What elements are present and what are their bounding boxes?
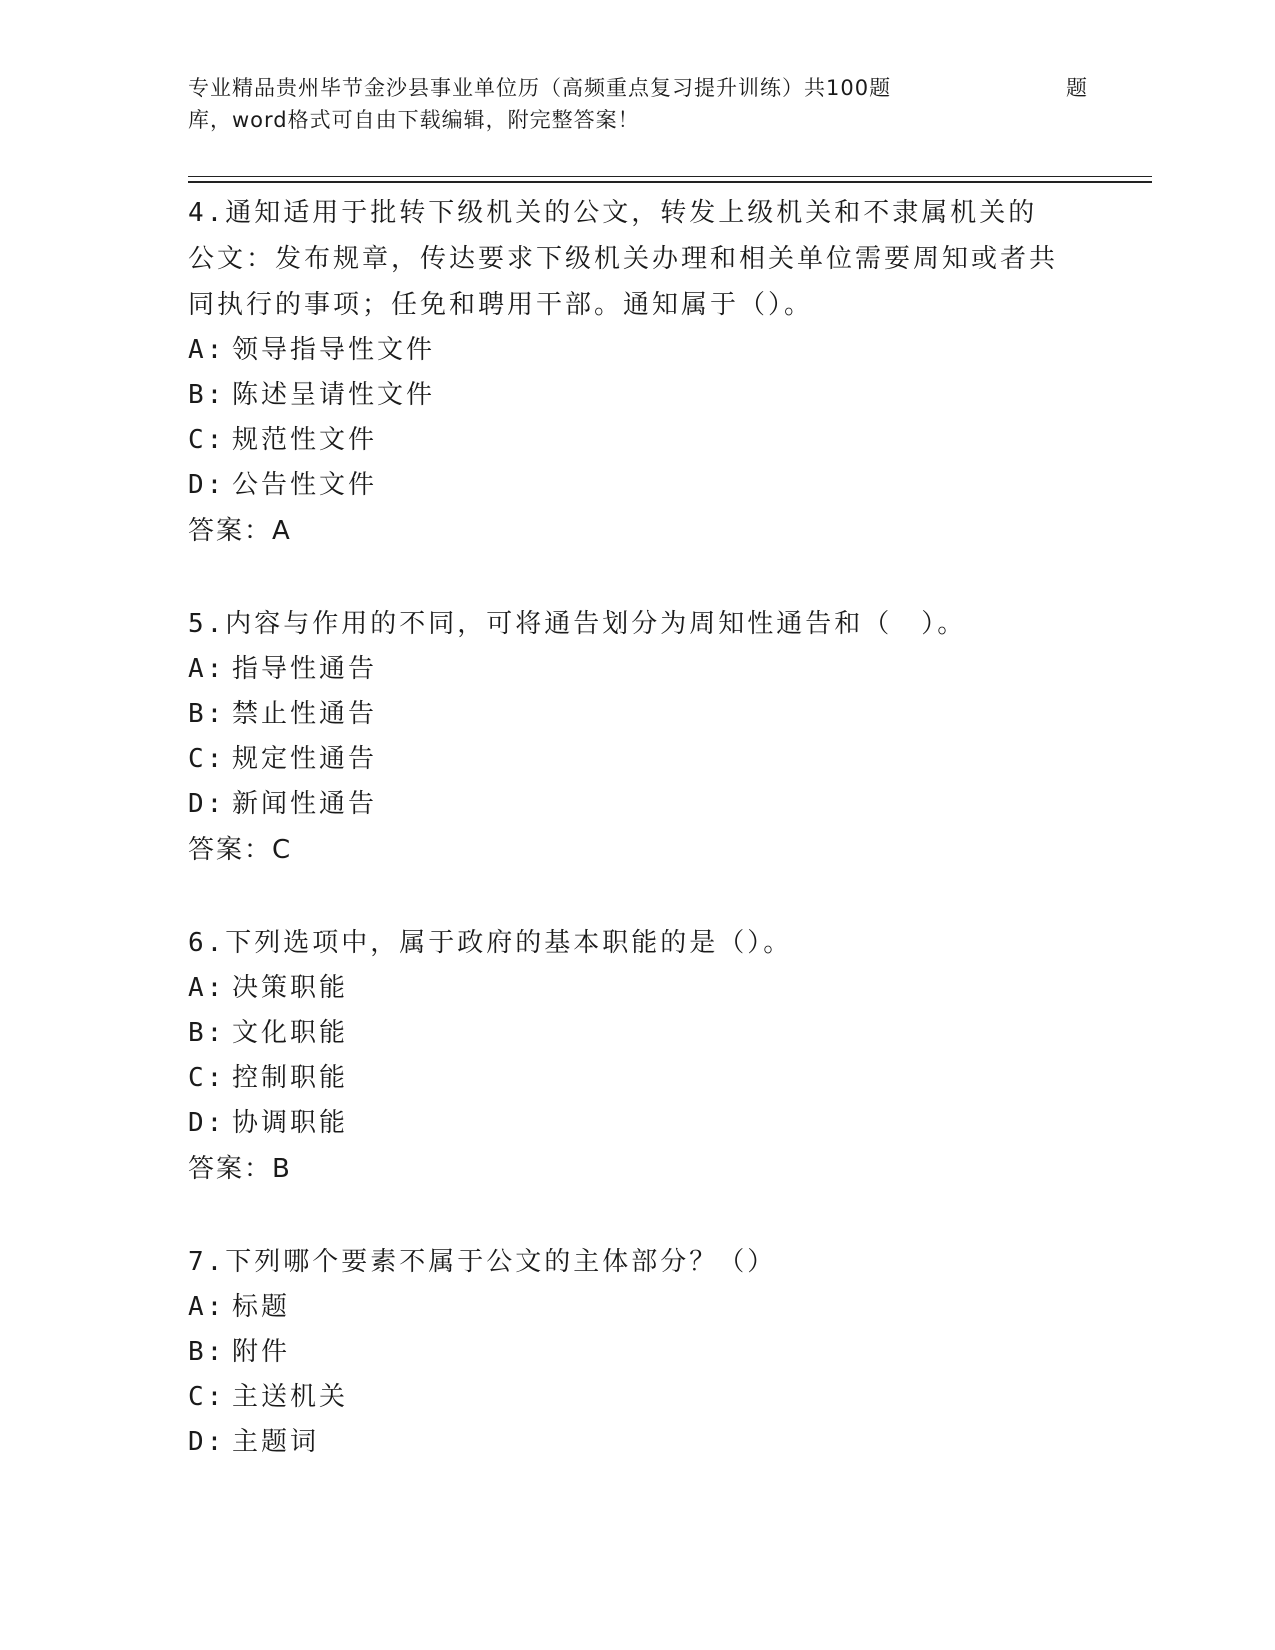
option-text: 规定性通告 [232,744,378,774]
question-4 [188,190,1088,554]
option-c [188,418,1088,463]
option-d [188,463,1088,508]
option-key: A: [188,654,226,684]
option-text: 文化职能 [232,1018,349,1048]
option-text: 公告性文件 [232,470,378,500]
option-a [188,1285,1088,1330]
question-6 [188,920,1088,1192]
option-key: B: [188,1337,226,1367]
option-key: B: [188,1018,226,1048]
header-divider-thin [188,176,1152,177]
option-a [188,647,1088,692]
option-key: C: [188,1063,226,1093]
question-5 [188,601,1088,873]
header-title-tail: 题 [1066,76,1088,100]
option-key: C: [188,425,226,455]
option-key: C: [188,1382,226,1412]
answer-text: 答案：B [188,1154,292,1184]
option-text: 标题 [232,1292,291,1322]
option-key: D: [188,1427,226,1457]
option-key: A: [188,335,226,365]
question-list [188,190,1088,1512]
option-key: D: [188,1108,226,1138]
question-text: 4.通知适用于批转下级机关的公文，转发上级机关和不隶属机关的公文：发布规章，传达要求下级机关办理和相关单位需要周知或者共同执行的事项；任免和聘用干部。通知属于（）。 [188,198,1059,320]
option-a [188,966,1088,1011]
option-c [188,737,1088,782]
answer-text: 答案：A [188,516,292,546]
option-key: D: [188,470,226,500]
option-b [188,373,1088,418]
option-key: A: [188,973,226,1003]
option-d [188,782,1088,827]
option-key: D: [188,789,226,819]
header-line-1 [188,72,1088,104]
header-title: 专业精品贵州毕节金沙县事业单位历（高频重点复习提升训练）共100题 [188,76,892,100]
option-b [188,692,1088,737]
option-a [188,328,1088,373]
option-text: 控制职能 [232,1063,349,1093]
option-text: 主题词 [232,1427,320,1457]
answer-text: 答案：C [188,835,293,865]
option-text: 规范性文件 [232,425,378,455]
option-text: 领导指导性文件 [232,335,436,365]
question-text: 6.下列选项中，属于政府的基本职能的是（）。 [188,928,793,958]
option-d [188,1101,1088,1146]
option-text: 禁止性通告 [232,699,378,729]
option-text: 协调职能 [232,1108,349,1138]
header-divider-thick [188,181,1152,183]
option-key: A: [188,1292,226,1322]
option-text: 新闻性通告 [232,789,378,819]
option-b [188,1330,1088,1375]
option-text: 附件 [232,1337,291,1367]
question-7 [188,1239,1088,1465]
option-text: 主送机关 [232,1382,349,1412]
option-text: 指导性通告 [232,654,378,684]
option-key: C: [188,744,226,774]
option-b [188,1011,1088,1056]
option-key: B: [188,699,226,729]
option-c [188,1056,1088,1101]
header-line-2: 库，word格式可自由下载编辑，附完整答案！ [188,108,640,132]
option-d [188,1420,1088,1465]
question-text: 7.下列哪个要素不属于公文的主体部分？（） [188,1247,777,1277]
option-text: 决策职能 [232,973,349,1003]
option-text: 陈述呈请性文件 [232,380,436,410]
document-header [188,72,1088,136]
option-key: B: [188,380,226,410]
question-text: 5.内容与作用的不同，可将通告划分为周知性通告和（ ）。 [188,609,967,639]
option-c [188,1375,1088,1420]
